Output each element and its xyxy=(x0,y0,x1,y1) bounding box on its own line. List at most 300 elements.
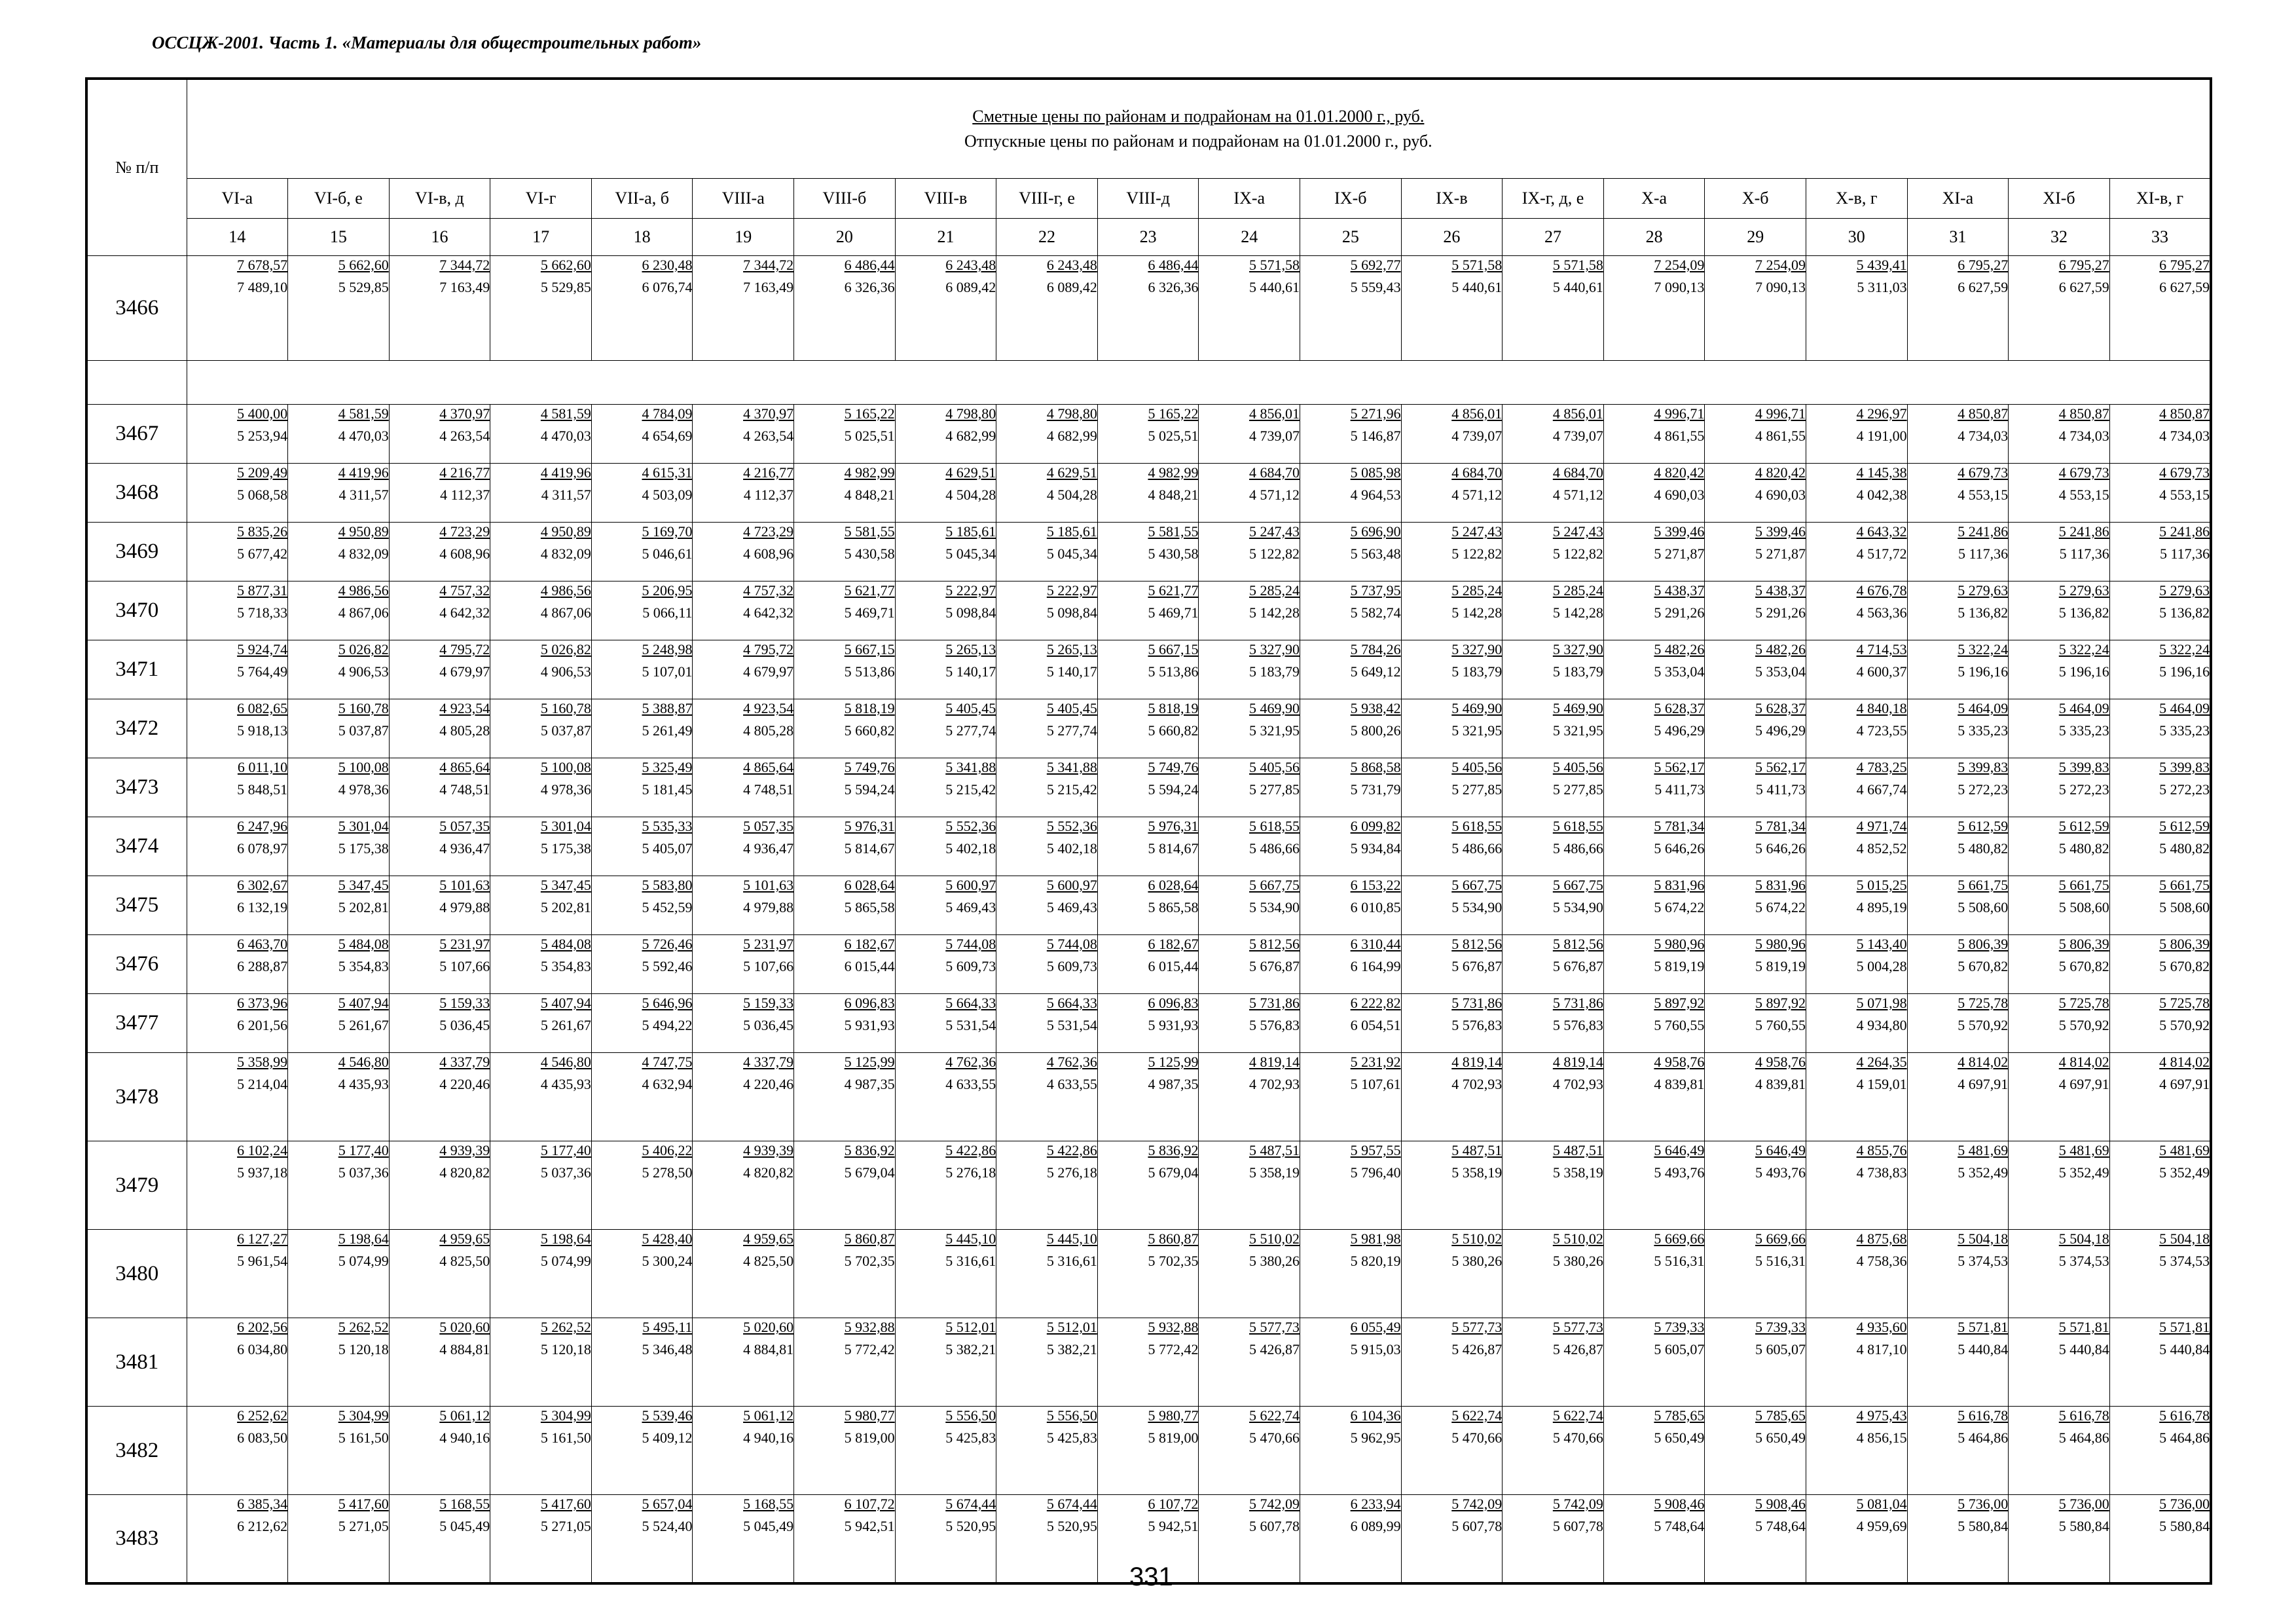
estimate-price: 5 304,99 xyxy=(540,1407,591,1424)
estimate-price: 6 107,72 xyxy=(844,1496,895,1512)
release-price: 5 650,49 xyxy=(1654,1430,1705,1446)
price-cell xyxy=(794,1141,896,1230)
release-price: 5 513,86 xyxy=(1148,663,1199,680)
price-cell xyxy=(2009,1495,2110,1583)
price-cell xyxy=(1097,1053,1199,1141)
release-price: 6 015,44 xyxy=(844,958,895,974)
estimate-price: 5 422,86 xyxy=(1046,1142,1097,1158)
estimate-price: 5 577,73 xyxy=(1249,1319,1300,1335)
estimate-price: 5 806,39 xyxy=(2058,936,2109,952)
price-cell xyxy=(1300,758,1402,817)
release-price: 5 531,54 xyxy=(1046,1017,1097,1033)
release-price: 4 679,97 xyxy=(743,663,794,680)
price-cell xyxy=(996,581,1098,640)
price-cell xyxy=(794,758,896,817)
release-price: 4 642,32 xyxy=(743,604,794,621)
estimate-price: 7 678,57 xyxy=(237,257,288,273)
price-cell xyxy=(1097,640,1199,699)
estimate-price: 5 185,61 xyxy=(1046,523,1097,540)
price-cell xyxy=(591,256,693,361)
price-cell xyxy=(996,1407,1098,1495)
estimate-price: 4 679,73 xyxy=(2058,464,2109,481)
release-price: 5 646,26 xyxy=(1755,840,1806,857)
release-price: 4 940,16 xyxy=(743,1430,794,1446)
table-row xyxy=(86,699,2211,758)
estimate-price: 5 247,43 xyxy=(1451,523,1503,540)
price-cell xyxy=(1806,1053,1908,1141)
release-price: 5 316,61 xyxy=(1046,1253,1097,1269)
release-price: 5 025,51 xyxy=(1148,428,1199,444)
row-number: 3473 xyxy=(86,758,187,817)
release-price: 5 748,64 xyxy=(1755,1518,1806,1534)
release-price: 5 382,21 xyxy=(945,1341,996,1357)
estimate-price: 6 099,82 xyxy=(1350,818,1401,834)
price-cell xyxy=(895,1230,996,1318)
release-price: 5 764,49 xyxy=(237,663,288,680)
row-number: 3479 xyxy=(86,1141,187,1230)
release-price: 6 089,99 xyxy=(1350,1518,1401,1534)
price-cell xyxy=(1907,994,2009,1053)
release-price: 4 702,93 xyxy=(1451,1076,1503,1092)
table-title xyxy=(187,79,2211,179)
price-cell xyxy=(288,256,390,361)
price-cell xyxy=(1806,640,1908,699)
release-price: 5 760,55 xyxy=(1755,1017,1806,1033)
estimate-price: 4 783,25 xyxy=(1856,759,1907,775)
table-row xyxy=(86,256,2211,361)
price-cell xyxy=(794,876,896,935)
estimate-price: 5 271,96 xyxy=(1350,405,1401,422)
estimate-price: 5 669,66 xyxy=(1755,1230,1806,1247)
price-cell xyxy=(187,640,288,699)
release-price: 4 690,03 xyxy=(1755,487,1806,503)
release-price: 5 374,53 xyxy=(1958,1253,2009,1269)
price-cell xyxy=(996,699,1098,758)
release-price: 5 576,83 xyxy=(1249,1017,1300,1033)
release-price: 4 220,46 xyxy=(439,1076,490,1092)
price-cell xyxy=(187,464,288,523)
release-price: 5 531,54 xyxy=(945,1017,996,1033)
price-cell xyxy=(794,1053,896,1141)
estimate-price: 5 552,36 xyxy=(1046,818,1097,834)
estimate-price: 4 216,77 xyxy=(743,464,794,481)
price-cell xyxy=(895,523,996,581)
price-cell xyxy=(1705,640,1806,699)
release-price: 5 311,03 xyxy=(1857,279,1907,295)
estimate-price: 7 254,09 xyxy=(1755,257,1806,273)
release-price: 5 352,49 xyxy=(1958,1164,2009,1181)
release-price: 5 074,99 xyxy=(338,1253,389,1269)
estimate-price: 5 742,09 xyxy=(1451,1496,1503,1512)
release-price: 5 470,66 xyxy=(1552,1430,1603,1446)
price-cell xyxy=(2109,1053,2211,1141)
release-price: 5 183,79 xyxy=(1552,663,1603,680)
estimate-price: 5 100,08 xyxy=(540,759,591,775)
estimate-price: 5 812,56 xyxy=(1552,936,1603,952)
price-cell xyxy=(389,699,490,758)
estimate-price: 5 100,08 xyxy=(338,759,389,775)
price-cell xyxy=(794,256,896,361)
price-cell xyxy=(288,1495,390,1583)
estimate-price: 5 831,96 xyxy=(1654,877,1705,893)
estimate-price: 5 781,34 xyxy=(1755,818,1806,834)
price-cell xyxy=(1199,464,1300,523)
release-price: 5 674,22 xyxy=(1755,899,1806,915)
release-price: 5 196,16 xyxy=(2159,663,2210,680)
estimate-price: 4 819,14 xyxy=(1249,1054,1300,1070)
release-price: 5 942,51 xyxy=(844,1518,895,1534)
price-cell xyxy=(490,581,592,640)
release-price: 5 493,76 xyxy=(1755,1164,1806,1181)
estimate-price: 5 399,83 xyxy=(2058,759,2109,775)
release-price: 5 046,61 xyxy=(642,545,693,562)
price-cell xyxy=(1199,1495,1300,1583)
estimate-price: 5 399,83 xyxy=(1958,759,2009,775)
price-cell xyxy=(490,1230,592,1318)
price-cell xyxy=(1199,1318,1300,1407)
price-cell xyxy=(1603,699,1705,758)
release-price: 5 291,26 xyxy=(1755,604,1806,621)
estimate-price: 5 487,51 xyxy=(1249,1142,1300,1158)
estimate-price: 5 185,61 xyxy=(945,523,996,540)
estimate-price: 5 744,08 xyxy=(945,936,996,952)
estimate-price: 5 484,08 xyxy=(540,936,591,952)
price-cell xyxy=(794,935,896,994)
price-cell xyxy=(1705,699,1806,758)
price-cell xyxy=(693,699,794,758)
price-cell xyxy=(1401,581,1503,640)
price-cell xyxy=(794,640,896,699)
estimate-price: 5 405,56 xyxy=(1249,759,1300,775)
table-row xyxy=(86,876,2211,935)
release-price: 5 529,85 xyxy=(338,279,389,295)
estimate-price: 4 982,99 xyxy=(1148,464,1199,481)
estimate-price: 5 504,18 xyxy=(1958,1230,2009,1247)
price-cell xyxy=(591,758,693,817)
estimate-price: 6 055,49 xyxy=(1350,1319,1401,1335)
table-row xyxy=(86,758,2211,817)
release-price: 6 326,36 xyxy=(844,279,895,295)
estimate-price: 5 739,33 xyxy=(1654,1319,1705,1335)
estimate-price: 5 262,52 xyxy=(338,1319,389,1335)
release-price: 5 508,60 xyxy=(2159,899,2210,915)
estimate-price: 6 795,27 xyxy=(2058,257,2109,273)
release-price: 5 607,78 xyxy=(1552,1518,1603,1534)
price-cell xyxy=(693,256,794,361)
price-cell xyxy=(2109,817,2211,876)
release-price: 4 856,15 xyxy=(1856,1430,1907,1446)
estimate-price: 5 327,90 xyxy=(1249,641,1300,657)
region-header: VIII-в xyxy=(895,179,996,219)
estimate-price: 5 980,77 xyxy=(844,1407,895,1424)
price-cell xyxy=(288,523,390,581)
price-cell xyxy=(1401,523,1503,581)
release-price: 5 576,83 xyxy=(1552,1017,1603,1033)
price-cell xyxy=(2109,1230,2211,1318)
release-price: 5 272,23 xyxy=(2058,781,2109,798)
release-price: 5 814,67 xyxy=(844,840,895,857)
release-price: 5 045,49 xyxy=(743,1518,794,1534)
price-cell xyxy=(490,1495,592,1583)
release-price: 4 867,06 xyxy=(540,604,591,621)
estimate-price: 6 463,70 xyxy=(237,936,288,952)
release-price: 5 037,87 xyxy=(540,722,591,739)
price-cell xyxy=(1907,1407,2009,1495)
price-cell xyxy=(1907,256,2009,361)
estimate-price: 5 980,77 xyxy=(1148,1407,1199,1424)
estimate-price: 5 057,35 xyxy=(439,818,490,834)
price-cell xyxy=(1097,699,1199,758)
release-price: 5 592,46 xyxy=(642,958,693,974)
estimate-price: 5 646,49 xyxy=(1755,1142,1806,1158)
release-price: 6 164,99 xyxy=(1350,958,1401,974)
release-price: 5 760,55 xyxy=(1654,1017,1705,1033)
release-price: 5 440,61 xyxy=(1249,279,1300,295)
release-price: 4 906,53 xyxy=(540,663,591,680)
estimate-price: 5 646,49 xyxy=(1654,1142,1705,1158)
estimate-price: 4 971,74 xyxy=(1856,818,1907,834)
release-price: 5 430,58 xyxy=(844,545,895,562)
release-price: 4 633,55 xyxy=(945,1076,996,1092)
release-price: 5 440,84 xyxy=(2058,1341,2109,1357)
estimate-price: 5 562,17 xyxy=(1755,759,1806,775)
price-cell xyxy=(490,876,592,935)
release-price: 4 825,50 xyxy=(439,1253,490,1269)
price-cell xyxy=(1907,1495,2009,1583)
price-cell xyxy=(1401,1141,1503,1230)
price-cell xyxy=(389,876,490,935)
release-price: 5 352,49 xyxy=(2159,1164,2210,1181)
release-price: 4 470,03 xyxy=(338,428,389,444)
price-cell xyxy=(1907,876,2009,935)
release-price: 5 253,94 xyxy=(237,428,288,444)
price-cell xyxy=(490,523,592,581)
price-cell xyxy=(1097,405,1199,464)
release-price: 5 074,99 xyxy=(540,1253,591,1269)
release-price: 5 819,19 xyxy=(1654,958,1705,974)
estimate-price: 5 125,99 xyxy=(1148,1054,1199,1070)
price-cell xyxy=(996,405,1098,464)
column-index: 23 xyxy=(1097,219,1199,256)
region-header: IX-в xyxy=(1401,179,1503,219)
estimate-price: 5 206,95 xyxy=(642,582,693,599)
price-cell xyxy=(693,1053,794,1141)
release-price: 5 291,26 xyxy=(1654,604,1705,621)
region-header: XI-в, г xyxy=(2109,179,2211,219)
estimate-price: 6 795,27 xyxy=(2159,257,2210,273)
estimate-price: 5 347,45 xyxy=(540,877,591,893)
price-cell xyxy=(187,523,288,581)
price-cell xyxy=(1300,256,1402,361)
price-cell xyxy=(1503,256,1604,361)
estimate-price: 5 618,55 xyxy=(1451,818,1503,834)
estimate-price: 5 571,58 xyxy=(1451,257,1503,273)
price-cell xyxy=(490,1141,592,1230)
release-price: 5 486,66 xyxy=(1552,840,1603,857)
price-cell xyxy=(187,758,288,817)
estimate-price: 4 850,87 xyxy=(1958,405,2009,422)
release-price: 5 140,17 xyxy=(1046,663,1097,680)
release-price: 6 627,59 xyxy=(2058,279,2109,295)
estimate-price: 5 556,50 xyxy=(945,1407,996,1424)
release-price: 4 861,55 xyxy=(1654,428,1705,444)
region-header: VI-г xyxy=(490,179,592,219)
price-cell xyxy=(1603,876,1705,935)
estimate-price: 6 107,72 xyxy=(1148,1496,1199,1512)
estimate-price: 6 222,82 xyxy=(1350,995,1401,1011)
release-price: 4 723,55 xyxy=(1856,722,1907,739)
region-header: XI-а xyxy=(1907,179,2009,219)
price-cell xyxy=(389,1318,490,1407)
release-price: 5 037,36 xyxy=(338,1164,389,1181)
release-price: 5 582,74 xyxy=(1350,604,1401,621)
release-price: 4 571,12 xyxy=(1249,487,1300,503)
release-price: 5 605,07 xyxy=(1654,1341,1705,1357)
estimate-price: 5 484,08 xyxy=(338,936,389,952)
estimate-price: 5 325,49 xyxy=(642,759,693,775)
price-cell xyxy=(2009,817,2110,876)
price-cell xyxy=(1503,994,1604,1053)
release-price: 4 805,28 xyxy=(439,722,490,739)
estimate-price: 4 795,72 xyxy=(743,641,794,657)
estimate-price: 5 731,86 xyxy=(1552,995,1603,1011)
release-price: 4 906,53 xyxy=(338,663,389,680)
estimate-price: 5 661,75 xyxy=(2159,877,2210,893)
release-price: 5 120,18 xyxy=(338,1341,389,1357)
release-price: 4 112,37 xyxy=(743,487,794,503)
release-price: 4 964,53 xyxy=(1350,487,1401,503)
estimate-price: 5 742,09 xyxy=(1249,1496,1300,1512)
estimate-price: 6 233,94 xyxy=(1350,1496,1401,1512)
release-price: 5 718,33 xyxy=(237,604,288,621)
estimate-price: 5 417,60 xyxy=(540,1496,591,1512)
release-price: 5 430,58 xyxy=(1148,545,1199,562)
release-price: 5 426,87 xyxy=(1552,1341,1603,1357)
release-price: 5 480,82 xyxy=(1958,840,2009,857)
price-cell xyxy=(2009,758,2110,817)
estimate-price: 5 868,58 xyxy=(1350,759,1401,775)
price-cell xyxy=(1097,523,1199,581)
price-cell xyxy=(1503,935,1604,994)
release-price: 5 580,84 xyxy=(2159,1518,2210,1534)
price-cell xyxy=(1401,1230,1503,1318)
price-cell xyxy=(490,935,592,994)
release-price: 5 181,45 xyxy=(642,781,693,798)
estimate-price: 5 510,02 xyxy=(1249,1230,1300,1247)
row-number: 3481 xyxy=(86,1318,187,1407)
table-row xyxy=(86,405,2211,464)
price-cell xyxy=(591,464,693,523)
estimate-price: 5 247,43 xyxy=(1552,523,1603,540)
release-price: 5 469,43 xyxy=(1046,899,1097,915)
release-price: 5 202,81 xyxy=(338,899,389,915)
estimate-price: 5 932,88 xyxy=(844,1319,895,1335)
estimate-price: 5 469,90 xyxy=(1552,700,1603,716)
estimate-price: 5 322,24 xyxy=(1958,641,2009,657)
release-price: 5 464,86 xyxy=(2058,1430,2109,1446)
release-price: 5 915,03 xyxy=(1350,1341,1401,1357)
estimate-price: 6 182,67 xyxy=(844,936,895,952)
estimate-price: 4 996,71 xyxy=(1654,405,1705,422)
price-cell xyxy=(187,876,288,935)
estimate-price: 5 168,55 xyxy=(743,1496,794,1512)
estimate-price: 5 612,59 xyxy=(2159,818,2210,834)
price-cell xyxy=(1705,876,1806,935)
price-cell xyxy=(1705,405,1806,464)
release-price: 5 036,45 xyxy=(743,1017,794,1033)
price-cell xyxy=(1705,464,1806,523)
estimate-price: 7 344,72 xyxy=(743,257,794,273)
price-cell xyxy=(490,994,592,1053)
release-price: 5 570,92 xyxy=(1958,1017,2009,1033)
release-price: 4 504,28 xyxy=(1046,487,1097,503)
price-cell xyxy=(1503,817,1604,876)
price-cell xyxy=(1199,1053,1300,1141)
estimate-price: 4 939,39 xyxy=(743,1142,794,1158)
price-cell xyxy=(490,256,592,361)
release-price: 4 817,10 xyxy=(1856,1341,1907,1357)
estimate-price: 5 667,75 xyxy=(1451,877,1503,893)
estimate-price: 6 252,62 xyxy=(237,1407,288,1424)
price-cell xyxy=(490,1053,592,1141)
release-price: 5 470,66 xyxy=(1249,1430,1300,1446)
price-cell xyxy=(1907,699,2009,758)
estimate-price: 5 222,97 xyxy=(1046,582,1097,599)
estimate-price: 5 818,19 xyxy=(1148,700,1199,716)
estimate-price: 5 438,37 xyxy=(1654,582,1705,599)
estimate-price: 4 819,14 xyxy=(1451,1054,1503,1070)
price-cell xyxy=(389,523,490,581)
estimate-price: 4 676,78 xyxy=(1856,582,1907,599)
price-cell xyxy=(2109,699,2211,758)
release-price: 5 520,95 xyxy=(945,1518,996,1534)
estimate-price: 5 622,74 xyxy=(1552,1407,1603,1424)
release-price: 5 402,18 xyxy=(945,840,996,857)
price-cell xyxy=(996,1141,1098,1230)
release-price: 5 045,34 xyxy=(945,545,996,562)
estimate-price: 5 938,42 xyxy=(1350,700,1401,716)
price-cell xyxy=(389,817,490,876)
estimate-price: 5 836,92 xyxy=(844,1142,895,1158)
estimate-price: 5 322,24 xyxy=(2159,641,2210,657)
price-cell xyxy=(288,1407,390,1495)
price-cell xyxy=(1097,1141,1199,1230)
release-price: 4 936,47 xyxy=(439,840,490,857)
release-price: 5 961,54 xyxy=(237,1253,288,1269)
release-price: 4 690,03 xyxy=(1654,487,1705,503)
price-cell xyxy=(1300,1495,1402,1583)
price-cell xyxy=(1907,758,2009,817)
price-cell xyxy=(895,758,996,817)
release-price: 5 426,87 xyxy=(1451,1341,1503,1357)
estimate-price: 6 104,36 xyxy=(1350,1407,1401,1424)
price-cell xyxy=(1097,817,1199,876)
price-cell xyxy=(187,994,288,1053)
release-price: 4 702,93 xyxy=(1249,1076,1300,1092)
price-cell xyxy=(1401,817,1503,876)
release-price: 5 670,82 xyxy=(1958,958,2009,974)
estimate-price: 5 061,12 xyxy=(743,1407,794,1424)
row-number: 3467 xyxy=(86,405,187,464)
release-price: 5 271,05 xyxy=(338,1518,389,1534)
estimate-price: 5 731,86 xyxy=(1451,995,1503,1011)
row-number: 3476 xyxy=(86,935,187,994)
price-cell xyxy=(996,640,1098,699)
release-price: 5 772,42 xyxy=(844,1341,895,1357)
estimate-price: 5 571,58 xyxy=(1249,257,1300,273)
estimate-price: 5 667,15 xyxy=(1148,641,1199,657)
release-price: 5 321,95 xyxy=(1451,722,1503,739)
